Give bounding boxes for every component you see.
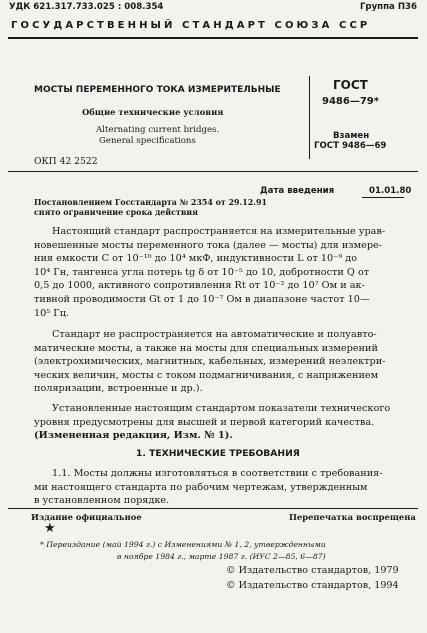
decree-line2: снято ограничение срока действия xyxy=(34,208,198,217)
requirements-paragraph xyxy=(34,467,404,508)
footer-rule xyxy=(8,508,418,509)
star-icon: ★ xyxy=(44,521,56,536)
udk-code: УДК 621.317.733.025 : 008.354 xyxy=(9,2,164,12)
copyright-1994: © Издательство стандартов, 1994 xyxy=(226,580,399,591)
effective-date-label: Дата введения xyxy=(260,186,335,196)
scope-paragraph xyxy=(34,225,404,320)
text-line: 0,5 до 1000, активного сопротивления Rt от 10⁻² до 10⁷ Ом и ак- xyxy=(34,280,365,292)
gost-label: ГОСТ xyxy=(333,78,368,92)
text-line: Установленные настоящим стандартом показатели технического xyxy=(52,403,391,414)
okp-rule xyxy=(8,171,418,172)
text-line: ми настоящего стандарта по рабочим чертежам, утвержденным xyxy=(34,481,368,493)
official-edition: Издание официальное xyxy=(31,512,142,522)
text-line: (электрохимических, магнитных, кабельных, измерений неэлектри- xyxy=(34,356,386,368)
text-line: Стандарт не распространяется на автоматические и полуавто- xyxy=(52,329,377,340)
gost-divider xyxy=(309,76,310,159)
okp-code: ОКП 42 2522 xyxy=(34,156,98,167)
document-subtitle: Общие технические условия xyxy=(82,107,224,117)
amendment-note: (Измененная редакция, Изм. № 1). xyxy=(34,430,233,442)
quality-paragraph xyxy=(34,402,404,443)
text-line: тивной проводимости Gt от 1 до 10⁻⁷ Ом в диапазоне частот 10— xyxy=(34,293,370,305)
replaced-standard: ГОСТ 9486—69 xyxy=(314,141,387,151)
text-line: ния емкости C от 10⁻¹⁰ до 10⁴ мкФ, индуктивности L от 10⁻⁹ до xyxy=(34,253,358,265)
text-line: в установленном порядке. xyxy=(34,495,170,507)
exclusions-paragraph xyxy=(34,328,404,396)
agency-title: ГОСУДАРСТВЕННЫЙ СТАНДАРТ СОЮЗА ССР xyxy=(11,20,371,31)
document-title: МОСТЫ ПЕРЕМЕННОГО ТОКА ИЗМЕРИТЕЛЬНЫЕ xyxy=(34,85,281,95)
date-underline xyxy=(362,197,404,198)
group-code: Группа П36 xyxy=(359,2,417,12)
english-title-line2: General specifications xyxy=(99,136,196,146)
section-heading: 1. ТЕХНИЧЕСКИЕ ТРЕБОВАНИЯ xyxy=(136,448,300,459)
reissue-note-line2: в ноябре 1984 г., марте 1987 г. (ИУС 2—85, 6—87) xyxy=(117,552,326,561)
text-line: 10⁴ Гн, тангенса угла потерь tg δ от 10⁻⁵ до 10, добротности Q от xyxy=(34,266,370,278)
text-line: ческих величин, мосты с током подмагничивания, с напряжением xyxy=(34,369,379,381)
text-line: матические мосты, а также на мосты для специальных измерений xyxy=(34,342,378,354)
reissue-note-line1: * Переиздание (май 1994 г.) с Изменениями № 1, 2, утвержденными xyxy=(40,540,326,549)
text-line: уровня предусмотрены для высшей и первой категорий качества. xyxy=(34,416,375,428)
decree-line1: Постановлением Госстандарта № 2354 от 29.12.91 xyxy=(34,198,267,207)
english-title-line1: Alternating current bridges. xyxy=(96,125,220,135)
replaces-label: Взамен xyxy=(333,131,370,141)
gost-number: 9486—79* xyxy=(322,96,379,107)
text-line: Настоящий стандарт распространяется на измерительные урав- xyxy=(52,226,386,237)
text-line: новешенные мосты переменного тока (далее — мосты) для измере- xyxy=(34,239,383,251)
effective-date: 01.01.80 xyxy=(369,186,412,196)
text-line: поляризации, встроенные и др.). xyxy=(34,383,203,395)
text-line: 1.1. Мосты должны изготовляться в соответствии с требования- xyxy=(52,468,383,479)
text-line: 10⁵ Гц. xyxy=(34,307,70,319)
copyright-1979: © Издательство стандартов, 1979 xyxy=(226,565,399,576)
reprint-prohibited: Перепечатка воспрещена xyxy=(289,512,416,522)
header-rule xyxy=(8,37,418,39)
